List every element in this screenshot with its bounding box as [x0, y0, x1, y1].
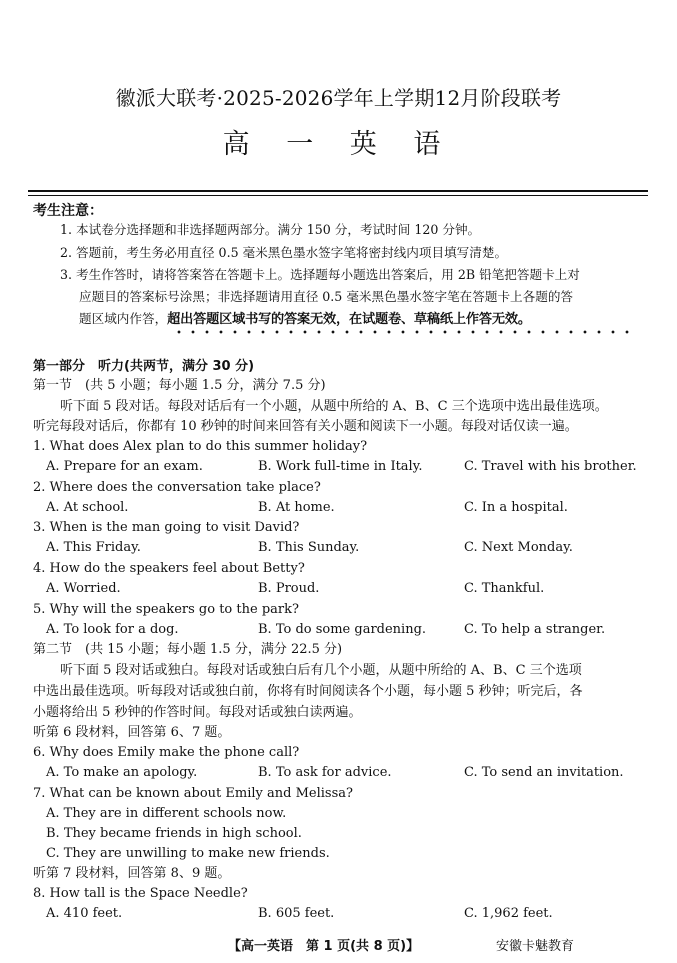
material-7-instruction: 听第 7 段材料，回答第 8、9 题。 — [33, 866, 231, 881]
section-1-heading: 第一节 (共 5 小题；每小题 1.5 分，满分 7.5 分) — [33, 378, 326, 393]
question-8: 8. How tall is the Space Needle? — [33, 886, 248, 901]
question-2-option-b: B. At home. — [258, 500, 335, 515]
header-rule-thin — [28, 195, 648, 196]
question-6-option-a: A. To make an apology. — [46, 765, 198, 780]
question-4-option-b: B. Proud. — [258, 581, 320, 596]
notice-emphasis: 超出答题区域书写的答案无效，在试题卷、草稿纸上作答无效。 — [167, 312, 531, 327]
page-number-label: 【高一英语 第 1 页(共 8 页)】 — [228, 939, 420, 954]
question-3-option-a: A. This Friday. — [46, 540, 141, 555]
question-5: 5. Why will the speakers go to the park? — [33, 602, 299, 617]
emphasis-dots — [172, 330, 632, 334]
part-1-heading: 第一部分 听力(共两节，满分 30 分) — [33, 359, 255, 374]
question-6-option-c: C. To send an invitation. — [464, 765, 624, 780]
notice-item-2: 2. 答题前，考生务必用直径 0.5 毫米黑色墨水签字笔将密封线内项目填写清楚。 — [60, 245, 508, 260]
section-2-heading: 第二节 (共 15 小题；每小题 1.5 分，满分 22.5 分) — [33, 642, 343, 657]
question-4: 4. How do the speakers feel about Betty? — [33, 561, 305, 576]
question-3-option-c: C. Next Monday. — [464, 540, 573, 555]
header-rule-thick — [28, 190, 648, 192]
notice-item-3-line-2: 应题目的答案标号涂黑；非选择题请用直径 0.5 毫米黑色墨水签字笔在答题卡上各题的答 — [79, 289, 574, 304]
question-2-option-c: C. In a hospital. — [464, 500, 568, 515]
question-7-option-a: A. They are in different schools now. — [46, 806, 287, 821]
question-5-option-a: A. To look for a dog. — [46, 622, 179, 637]
question-8-option-b: B. 605 feet. — [258, 906, 335, 921]
section-1-instructions-line-2: 听完每段对话后，你都有 10 秒钟的时间来回答有关小题和阅读下一小题。每段对话仅读一遍。 — [33, 419, 578, 434]
exam-title: 徽派大联考·2025-2026学年上学期12月阶段联考 — [115, 86, 562, 110]
question-7-option-c: C. They are unwilling to make new friends. — [46, 846, 330, 861]
question-1: 1. What does Alex plan to do this summer holiday? — [33, 439, 368, 454]
question-3: 3. When is the man going to visit David? — [33, 520, 300, 535]
question-1-option-b: B. Work full-time in Italy. — [258, 459, 423, 474]
notice-heading: 考生注意： — [33, 203, 103, 219]
question-2-option-a: A. At school. — [46, 500, 129, 515]
question-2: 2. Where does the conversation take place? — [33, 480, 321, 495]
notice-item-3-normal: 题区域内作答， — [79, 311, 168, 326]
question-4-option-a: A. Worried. — [46, 581, 121, 596]
section-2-instructions-line-1: 听下面 5 段对话或独白。每段对话或独白后有几个小题，从题中所给的 A、B、C 三个选项 — [60, 663, 582, 678]
exam-subject: 高 一 英 语 — [222, 129, 455, 160]
question-1-option-a: A. Prepare for an exam. — [46, 459, 203, 474]
question-7-option-b: B. They became friends in high school. — [46, 826, 302, 841]
notice-item-1: 1. 本试卷分选择题和非选择题两部分。满分 150 分，考试时间 120 分钟。 — [60, 222, 481, 237]
question-7: 7. What can be known about Emily and Melissa? — [33, 786, 353, 801]
question-8-option-c: C. 1,962 feet. — [464, 906, 553, 921]
section-1-instructions-line-1: 听下面 5 段对话。每段对话后有一个小题，从题中所给的 A、B、C 三个选项中选出最佳选项。 — [60, 399, 608, 414]
question-3-option-b: B. This Sunday. — [258, 540, 360, 555]
question-6: 6. Why does Emily make the phone call? — [33, 745, 300, 760]
section-2-instructions-line-2: 中选出最佳选项。听每段对话或独白前，你将有时间阅读各个小题，每小题 5 秒钟；听完后，各 — [33, 684, 583, 699]
question-1-option-c: C. Travel with his brother. — [464, 459, 637, 474]
notice-item-3-line-1: 3. 考生作答时，请将答案答在答题卡上。选择题每小题选出答案后，用 2B 铅笔把答题卡上对 — [60, 267, 580, 282]
question-5-option-b: B. To do some gardening. — [258, 622, 427, 637]
material-6-instruction: 听第 6 段材料，回答第 6、7 题。 — [33, 725, 231, 740]
question-6-option-b: B. To ask for advice. — [258, 765, 392, 780]
publisher-name: 安徽卡魅教育 — [496, 939, 575, 954]
question-5-option-c: C. To help a stranger. — [464, 622, 606, 637]
notice-item-3-line-3 — [79, 310, 531, 329]
question-4-option-c: C. Thankful. — [464, 581, 545, 596]
question-8-option-a: A. 410 feet. — [46, 906, 123, 921]
section-2-instructions-line-3: 小题将给出 5 秒钟的作答时间。每段对话或独白读两遍。 — [33, 705, 362, 720]
